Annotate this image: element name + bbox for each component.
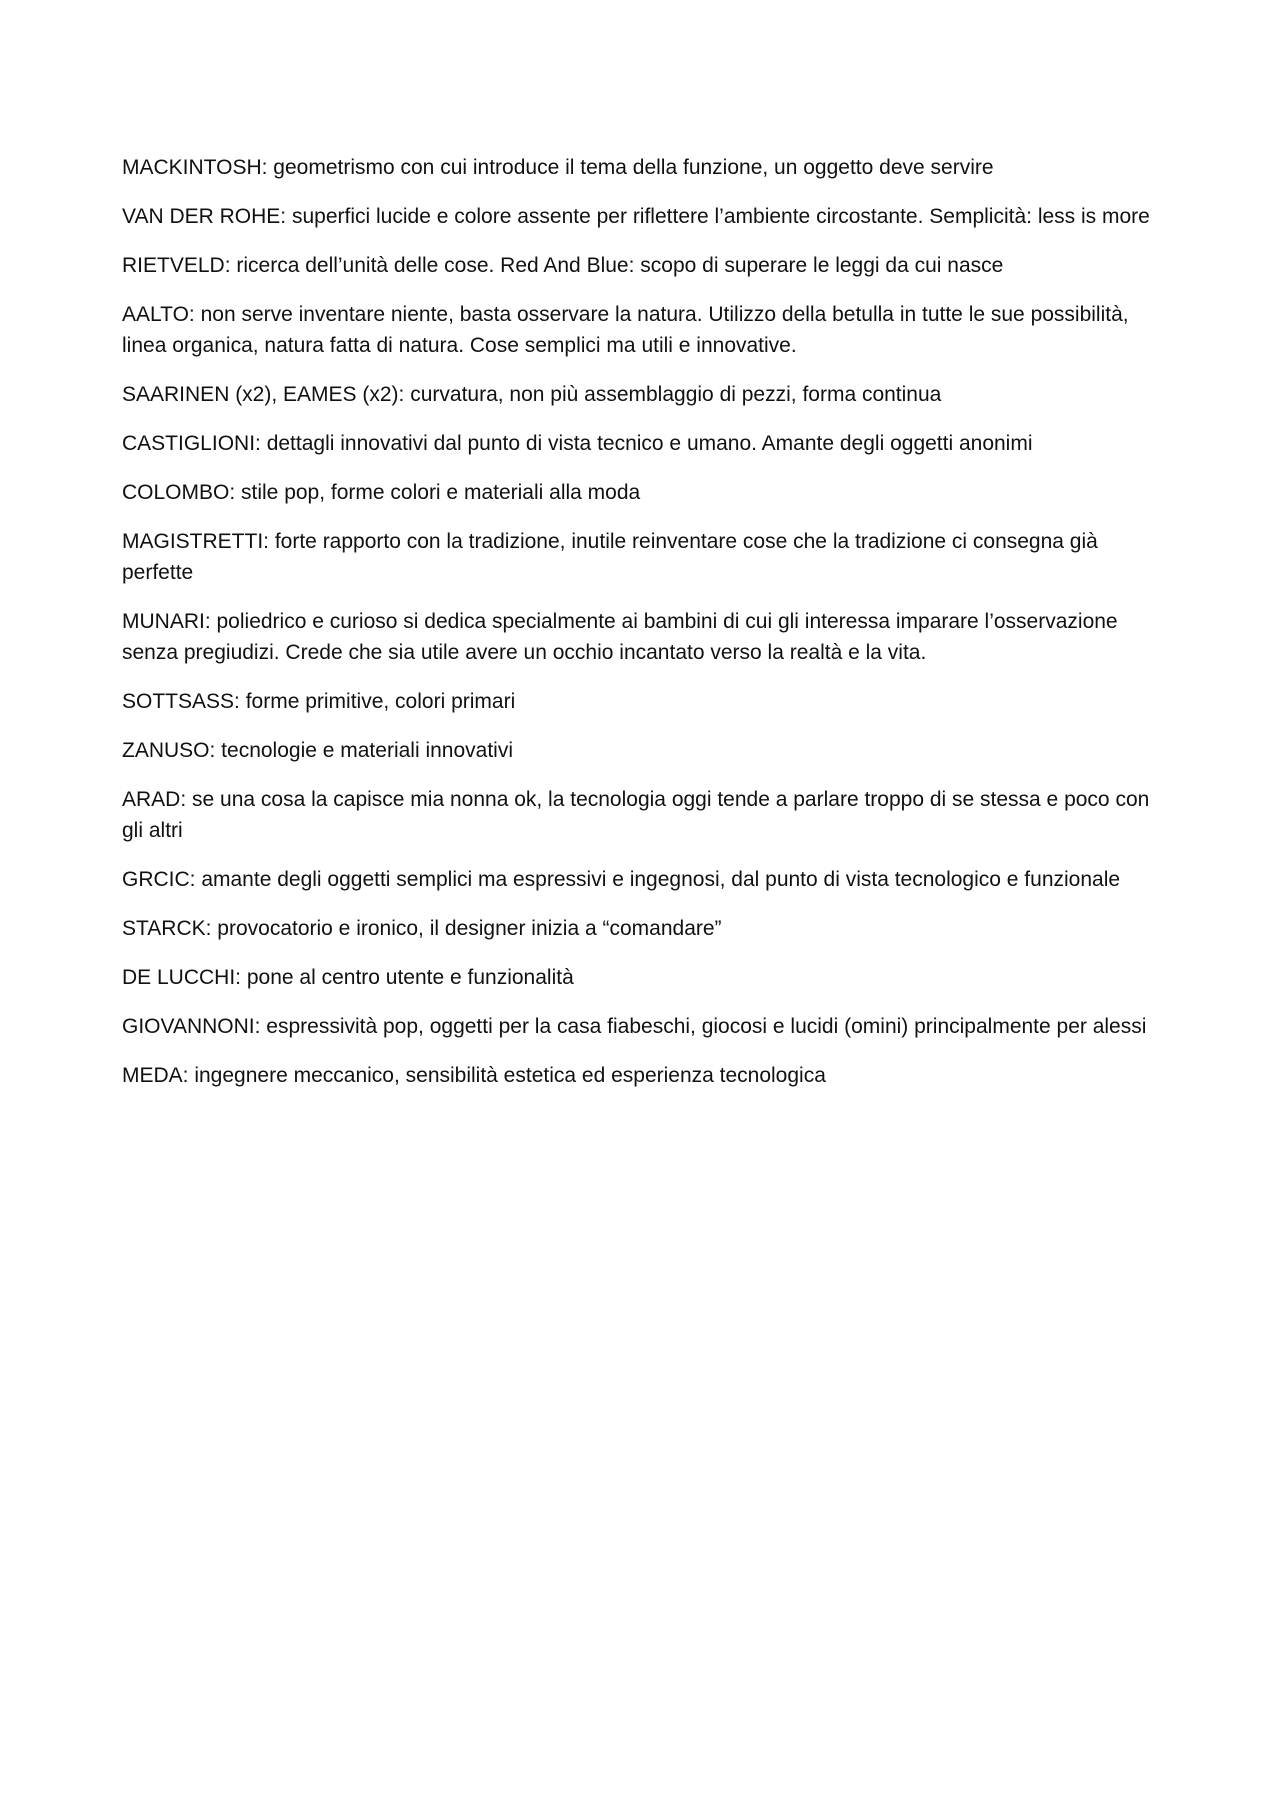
paragraph-meda: MEDA: ingegnere meccanico, sensibilità estetica ed esperienza tecnologica: [122, 1064, 826, 1087]
paragraph-rietveld: RIETVELD: ricerca dell’unità delle cose. Red And Blue: scopo di superare le leggi da cui nasce: [122, 254, 1004, 277]
paragraph-castiglioni: CASTIGLIONI: dettagli innovativi dal punto di vista tecnico e umano. Amante degli oggetti anonimi: [122, 432, 1033, 455]
paragraph-munari: MUNARI: poliedrico e curioso si dedica specialmente ai bambini di cui gli interessa imparare l’osservazione senza pregiudizi. Crede che sia utile avere un occhio incantato verso la realtà e la vita.: [122, 610, 1118, 664]
paragraph-giovannoni: GIOVANNONI: espressività pop, oggetti per la casa fiabeschi, giocosi e lucidi (omini) principalmente per alessi: [122, 1015, 1147, 1038]
paragraph-arad: ARAD: se una cosa la capisce mia nonna ok, la tecnologia oggi tende a parlare troppo di se stessa e poco con gli altri: [122, 788, 1150, 842]
paragraph-grcic: GRCIC: amante degli oggetti semplici ma espressivi e ingegnosi, dal punto di vista tecnologico e funzionale: [122, 868, 1121, 891]
paragraph-sottsass: SOTTSASS: forme primitive, colori primari: [122, 690, 516, 713]
paragraph-magistretti: MAGISTRETTI: forte rapporto con la tradizione, inutile reinventare cose che la tradizione ci consegna già perfette: [122, 530, 1098, 584]
paragraph-saarinen-eames: SAARINEN (x2), EAMES (x2): curvatura, non più assemblaggio di pezzi, forma continua: [122, 383, 942, 406]
paragraph-van-der-rohe: VAN DER ROHE: superfici lucide e colore assente per riflettere l’ambiente circostante. Semplicità: less is more: [122, 205, 1150, 228]
paragraph-starck: STARCK: provocatorio e ironico, il designer inizia a “comandare”: [122, 917, 722, 940]
paragraph-colombo: COLOMBO: stile pop, forme colori e materiali alla moda: [122, 481, 641, 504]
document-body: [122, 152, 1160, 1109]
paragraph-de-lucchi: DE LUCCHI: pone al centro utente e funzionalità: [122, 966, 574, 989]
paragraph-zanuso: ZANUSO: tecnologie e materiali innovativi: [122, 739, 514, 762]
paragraph-mackintosh: MACKINTOSH: geometrismo con cui introduce il tema della funzione, un oggetto deve servire: [122, 156, 994, 179]
paragraph-aalto: AALTO: non serve inventare niente, basta osservare la natura. Utilizzo della betulla in tutte le sue possibilità, linea organica, natura fatta di natura. Cose semplici ma utili e innovative.: [122, 303, 1129, 357]
